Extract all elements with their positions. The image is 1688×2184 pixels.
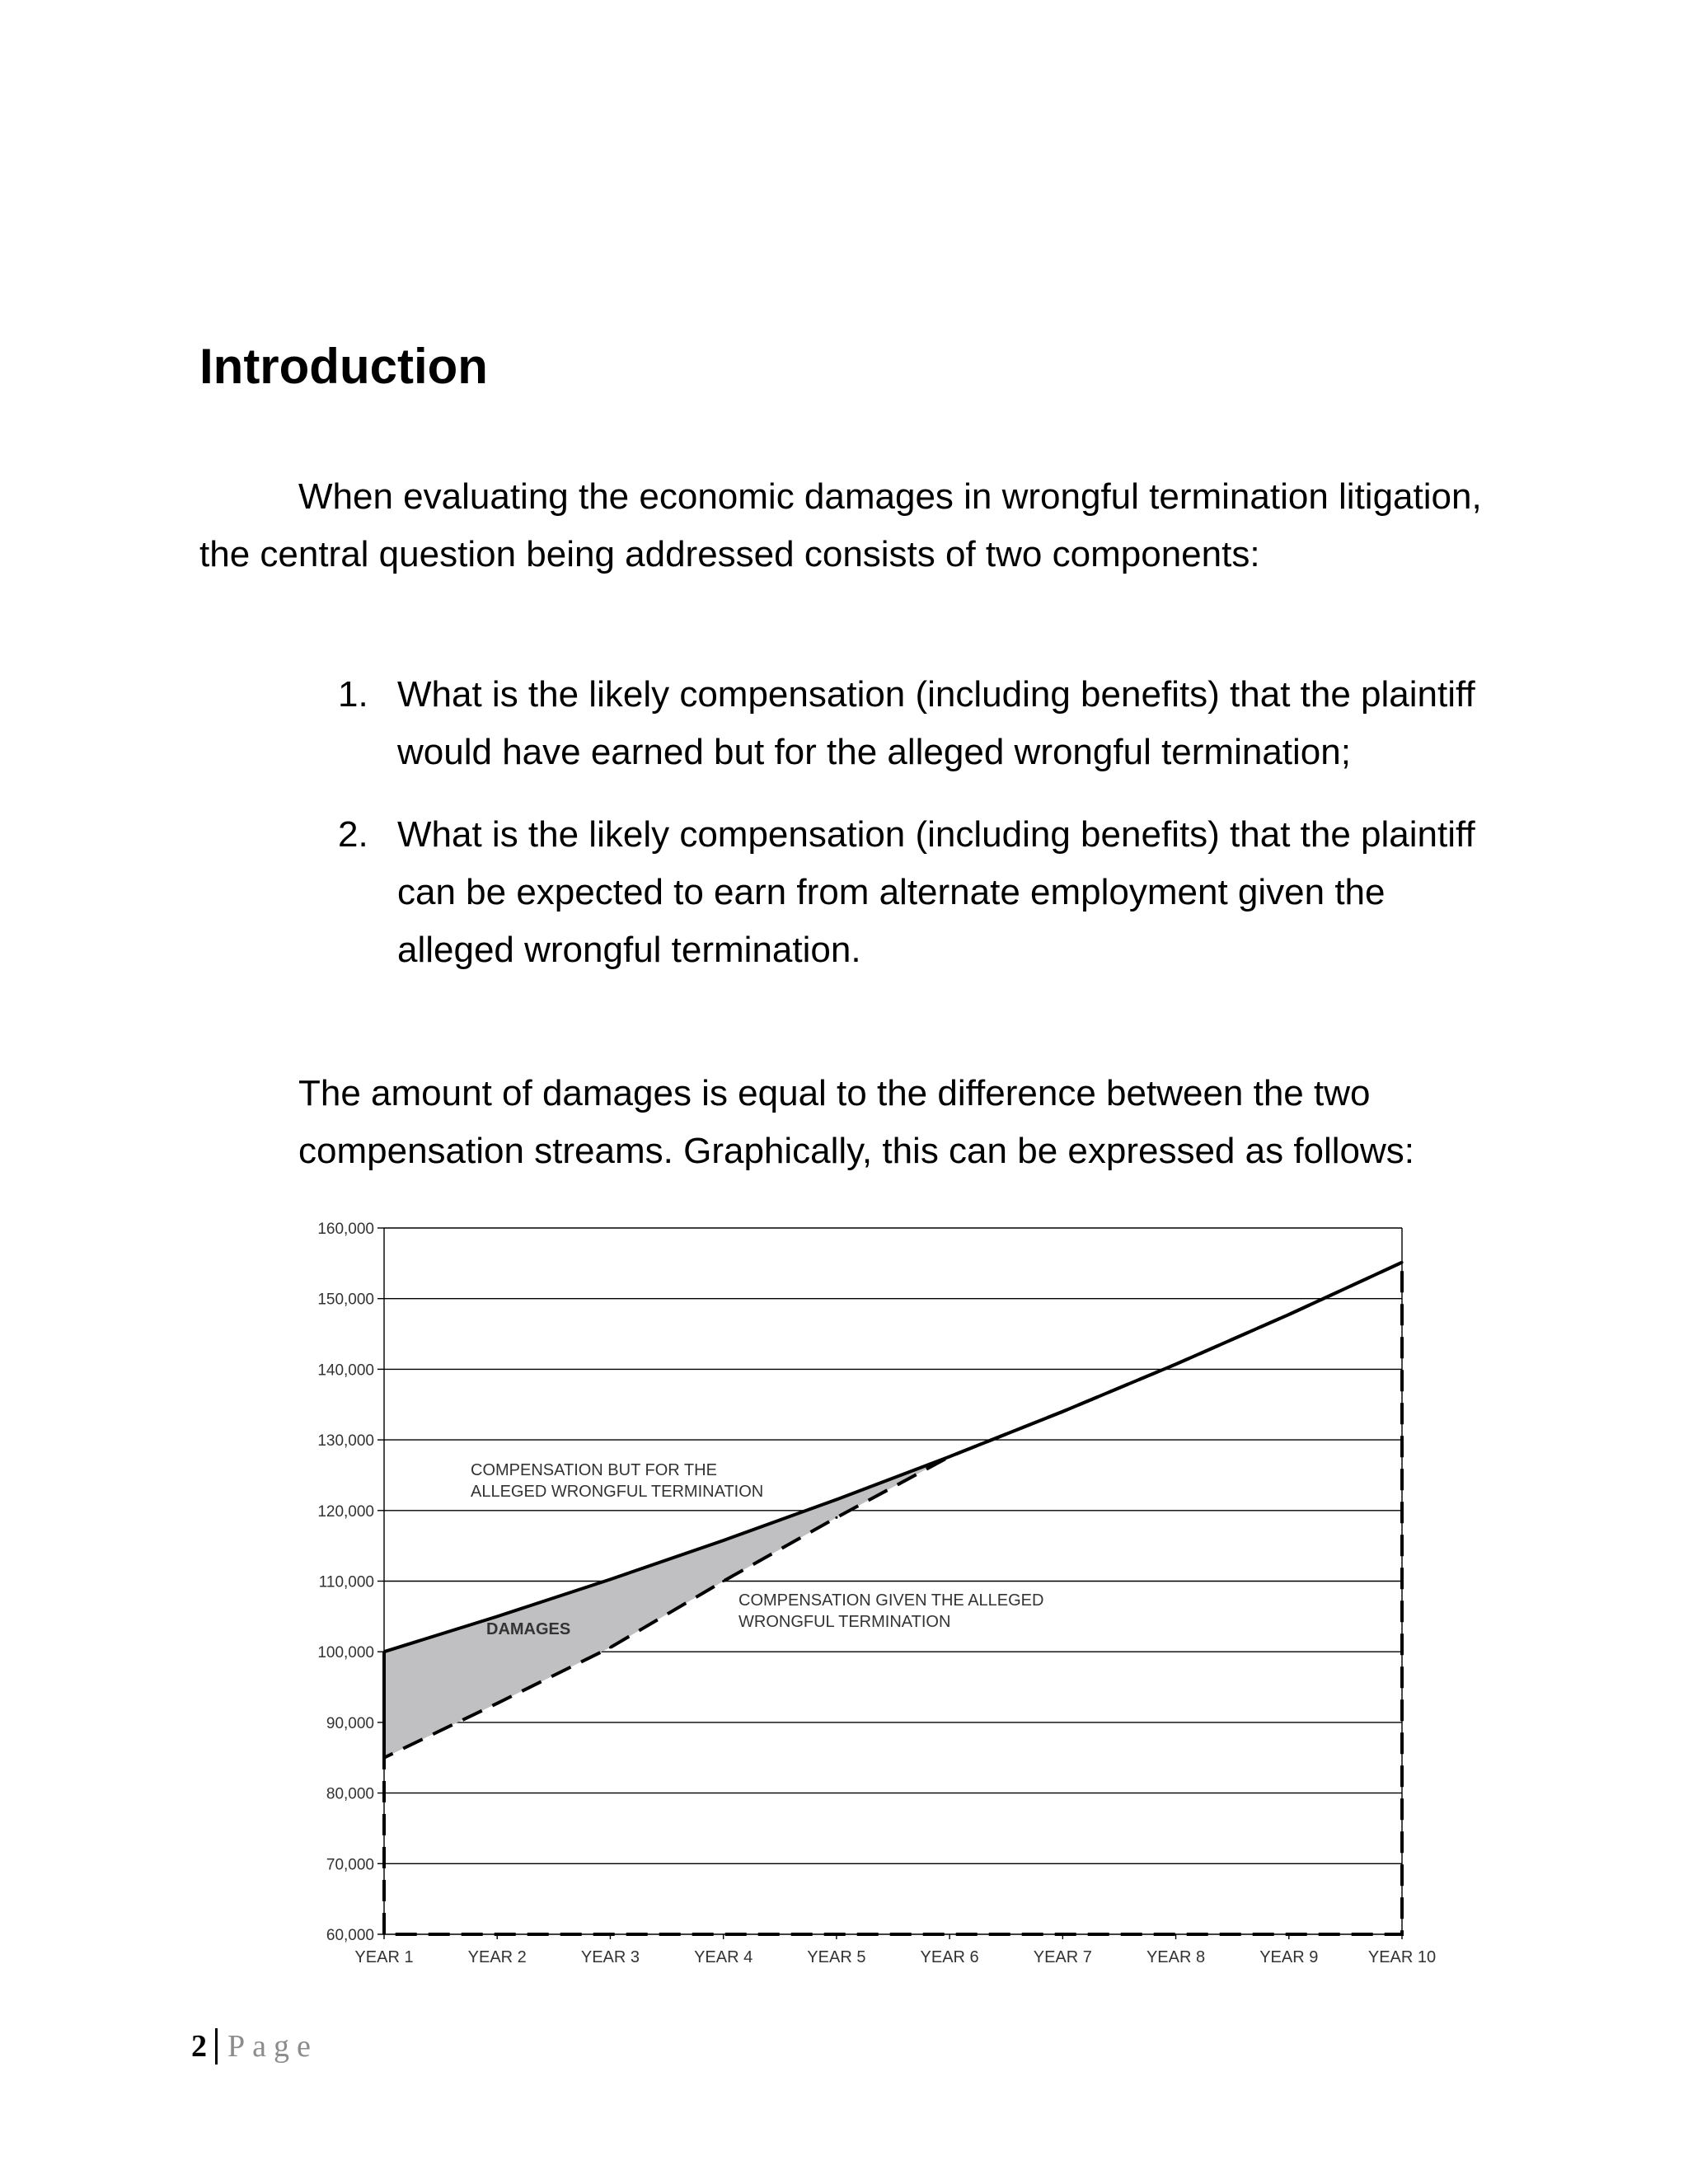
annotation-but-for-line2: ALLEGED WRONGFUL TERMINATION xyxy=(471,1483,764,1501)
list-item-text: What is the likely compensation (including benefits) that the plaintiff would have earned but for the alleged wrongful termination; xyxy=(397,674,1475,772)
y-tick-label: 100,000 xyxy=(317,1644,374,1662)
y-tick-label: 70,000 xyxy=(326,1856,374,1874)
list-item-number: 1. xyxy=(338,674,368,715)
annotation-given-line1: COMPENSATION GIVEN THE ALLEGED xyxy=(738,1591,1044,1610)
y-tick-label: 110,000 xyxy=(318,1573,374,1591)
given-point xyxy=(1062,1410,1064,1413)
x-tick-label: YEAR 9 xyxy=(1259,1948,1319,1966)
x-tick-label: YEAR 2 xyxy=(467,1948,527,1966)
annotation-given-line2: WRONGFUL TERMINATION xyxy=(738,1613,951,1631)
x-tick-label: YEAR 8 xyxy=(1146,1948,1206,1966)
x-tick-label: YEAR 1 xyxy=(354,1948,414,1966)
given-point xyxy=(496,1702,499,1704)
x-tick-label: YEAR 7 xyxy=(1033,1948,1092,1966)
y-tick-label: 130,000 xyxy=(317,1432,374,1451)
x-tick-label: YEAR 4 xyxy=(694,1948,753,1966)
y-tick-label: 140,000 xyxy=(317,1361,374,1380)
question-list xyxy=(338,666,1475,1004)
but-for-point xyxy=(835,1498,837,1501)
given-point xyxy=(1401,1261,1404,1263)
x-tick-label: YEAR 10 xyxy=(1367,1948,1437,1966)
list-item xyxy=(338,666,1475,781)
but-for-point xyxy=(609,1578,612,1581)
footer-divider xyxy=(215,2028,218,2064)
x-tick-label: YEAR 3 xyxy=(580,1948,640,1966)
list-item-number: 2. xyxy=(338,814,368,855)
given-point xyxy=(1175,1363,1177,1366)
y-tick-label: 150,000 xyxy=(317,1291,374,1309)
y-tick-label: 60,000 xyxy=(326,1927,374,1944)
x-tick-label: YEAR 6 xyxy=(920,1948,979,1966)
y-tick-label: 80,000 xyxy=(326,1785,374,1803)
given-point xyxy=(722,1580,724,1582)
page-label: Page xyxy=(227,2029,318,2064)
x-tick-label: YEAR 5 xyxy=(807,1948,866,1966)
but-for-point xyxy=(496,1615,499,1618)
y-tick-label: 120,000 xyxy=(317,1502,374,1521)
y-tick-label: 90,000 xyxy=(326,1714,374,1732)
intro-paragraph: When evaluating the economic damages in wrongful termination litigation, the central question being addressed consists of two components: xyxy=(199,476,1482,574)
chart-axes xyxy=(377,1228,1402,1939)
given-point xyxy=(609,1647,612,1649)
given-point xyxy=(383,1756,386,1759)
section-heading: Introduction xyxy=(199,339,488,394)
list-item-text: What is the likely compensation (including benefits) that the plaintiff can be expected to earn from alternate employment given the alleged wrongful termination. xyxy=(397,814,1475,970)
y-tick-label: 160,000 xyxy=(317,1221,374,1238)
given-point xyxy=(835,1516,837,1519)
but-for-point xyxy=(722,1540,724,1542)
summary-paragraph: The amount of damages is equal to the difference between the two compensation streams. Graphically, this can be expressed as follows: xyxy=(298,1073,1415,1171)
chart-gridlines xyxy=(384,1228,1402,1934)
annotation-damages: DAMAGES xyxy=(486,1620,571,1638)
page-footer xyxy=(191,2026,318,2067)
list-item xyxy=(338,806,1475,979)
given-point xyxy=(949,1455,951,1458)
given-point xyxy=(1287,1314,1290,1316)
damages-chart xyxy=(297,1212,1459,1986)
page-number: 2 xyxy=(191,2029,207,2064)
but-for-point xyxy=(383,1651,386,1653)
annotation-but-for-line1: COMPENSATION BUT FOR THE xyxy=(471,1461,717,1479)
